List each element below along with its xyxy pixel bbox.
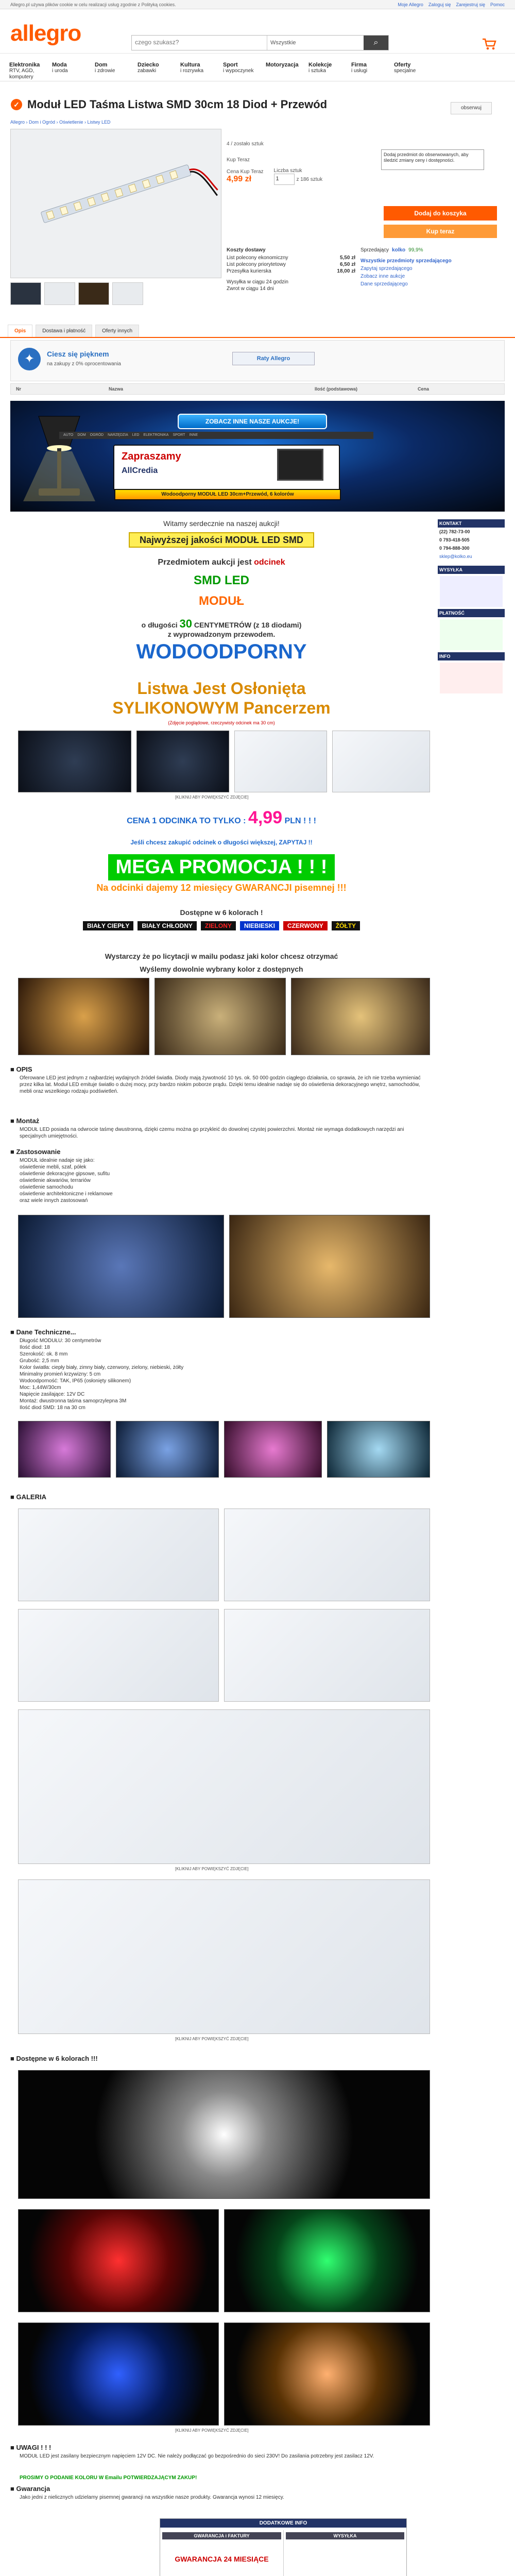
nav-item-firma[interactable]: Firma i usługi bbox=[351, 62, 368, 74]
info-banner bbox=[10, 340, 505, 381]
delivery-panel bbox=[227, 247, 355, 292]
observe-button[interactable]: obserwuj bbox=[451, 102, 492, 114]
ask-color: PROSIMY O PODANIE KOLORU W Emailu POTWIERDZAJĄCYM ZAKUP! bbox=[20, 2475, 197, 2481]
contact-sidebar bbox=[438, 519, 505, 715]
stock-info: 4 / zostało sztuk bbox=[227, 141, 264, 147]
section-uwagi: ■ UWAGI ! ! ! bbox=[10, 2444, 52, 2451]
spec-item: Kolor światła: ciepły biały, zimny biały, czerwony, zielony, niebieski, żółty bbox=[20, 1365, 184, 1370]
strip-item[interactable]: NARZĘDZIA bbox=[108, 433, 128, 437]
seller-link-other[interactable]: Zobacz inne aukcje bbox=[360, 274, 405, 279]
seller-label: Sprzedający bbox=[360, 247, 389, 253]
offer-tabs bbox=[0, 325, 515, 338]
color-photo-white[interactable] bbox=[18, 2070, 430, 2199]
quality-banner: Najwyższej jakości MODUŁ LED SMD bbox=[129, 532, 314, 548]
guarantee-24: GWARANCJA 24 MIESIĄCE bbox=[175, 2555, 269, 2563]
payment-title: PŁATNOŚĆ bbox=[438, 609, 505, 617]
spec-list bbox=[20, 1337, 499, 1411]
thumbnail[interactable] bbox=[10, 282, 41, 305]
col-name: Nazwa bbox=[109, 386, 124, 392]
offer-title-bar bbox=[8, 98, 507, 112]
color-chip: ŻÓŁTY bbox=[332, 921, 360, 930]
shipping-title: WYSYŁKA bbox=[438, 566, 505, 574]
section-zastosowanie: ■ Zastosowanie bbox=[10, 1148, 61, 1156]
color-chips bbox=[77, 921, 366, 930]
description-banner bbox=[10, 401, 505, 512]
subject-highlight: odcinek bbox=[254, 558, 285, 567]
price-label: Cena Kup Teraz bbox=[227, 169, 264, 175]
section-gwarancja: ■ Gwarancja bbox=[10, 2485, 50, 2493]
spec-item: Montaż: dwustronna taśma samoprzylepna 3M bbox=[20, 1398, 127, 1404]
color-photo-red[interactable] bbox=[18, 2209, 219, 2312]
waterproof-text: WODOODPORNY bbox=[136, 640, 307, 663]
category-nav bbox=[0, 62, 515, 81]
section-montaz-title: Montaż bbox=[16, 1117, 40, 1125]
section-galeria: ■ GALERIA bbox=[10, 1493, 46, 1501]
price: 4,99 zł bbox=[227, 175, 252, 183]
search-button[interactable]: ⌕ bbox=[364, 36, 388, 50]
spec-item: Długość MODUŁU: 30 centymetrów bbox=[20, 1338, 101, 1344]
thumbnail[interactable] bbox=[78, 282, 109, 305]
spec-item: Wodoodporność: TAK, IP65 (osłonięty silikonem) bbox=[20, 1378, 131, 1384]
extra-info-title: DODATKOWE INFO bbox=[160, 2519, 406, 2528]
application-photo[interactable] bbox=[154, 978, 286, 1055]
choose-line-2: Wyślemy dowolnie wybrany kolor z dostępnych bbox=[140, 965, 303, 973]
product-photo[interactable] bbox=[136, 731, 229, 792]
delivery-price: 6,50 zł bbox=[339, 262, 355, 267]
application-photo[interactable] bbox=[18, 978, 149, 1055]
spec-item: Moc: 1,44W/30cm bbox=[20, 1385, 61, 1391]
spec-item: Szerokość: ok. 8 mm bbox=[20, 1351, 68, 1357]
delivery-option: Przesyłka kurierska bbox=[227, 268, 271, 274]
price-text-b: 4,99 bbox=[248, 808, 283, 827]
colors-title: Dostępne w 6 kolorach ! bbox=[180, 908, 263, 917]
buy-now-button[interactable]: Kup teraz bbox=[384, 225, 497, 238]
gallery-photo[interactable] bbox=[18, 1879, 430, 2034]
color-photo-green[interactable] bbox=[224, 2209, 430, 2312]
section-dostepne-title: Dostępne w 6 kolorach !!! bbox=[16, 2055, 98, 2062]
color-chip: ZIELONY bbox=[201, 921, 236, 930]
section-dostepne: ■ Dostępne w 6 kolorach !!! bbox=[10, 2055, 98, 2062]
mega-promo: MEGA PROMOCJA ! ! ! bbox=[108, 854, 335, 880]
gallery-photo[interactable] bbox=[224, 1509, 430, 1601]
allegro-logo[interactable]: allegro bbox=[10, 21, 81, 46]
guarantee-line: Na odcinki dajemy 12 miesięcy GWARANCJI pisemnej !!! bbox=[96, 883, 347, 893]
zast-item: oraz wiele innych zastosowań bbox=[20, 1198, 88, 1204]
seller-link-data[interactable]: Dane sprzedającego bbox=[360, 281, 408, 287]
color-chip: BIAŁY CHŁODNY bbox=[138, 921, 196, 930]
main-product-image[interactable] bbox=[10, 129, 221, 278]
brand-name: AllCredia bbox=[122, 466, 158, 475]
enlarge-caption[interactable]: [KLIKNIJ ABY POWIĘKSZYĆ ZDJĘCIE] bbox=[175, 2428, 249, 2433]
zast-item: oświetlenie mebli, szaf, półek bbox=[20, 1164, 87, 1170]
enlarge-caption[interactable]: [KLIKNIJ ABY POWIĘKSZYĆ ZDJĘCIE] bbox=[175, 795, 249, 800]
product-caption: Wodoodporny MODUŁ LED 30cm+Przewód, 6 kolorów bbox=[114, 489, 341, 500]
header bbox=[0, 9, 515, 54]
quantity-total: z 186 sztuk bbox=[296, 176, 323, 182]
application-photo[interactable] bbox=[224, 1421, 322, 1478]
strip-item[interactable]: ELEKTRONIKA bbox=[143, 433, 169, 437]
spec-item: Grubość: 2,5 mm bbox=[20, 1358, 59, 1364]
search-input[interactable] bbox=[135, 39, 264, 46]
strip-item[interactable]: OGRÓD bbox=[90, 433, 104, 437]
color-photo-yellow[interactable] bbox=[224, 2323, 430, 2426]
application-photo[interactable] bbox=[116, 1421, 219, 1478]
strip-item[interactable]: INNE bbox=[189, 433, 198, 437]
application-photo[interactable] bbox=[229, 1215, 430, 1318]
color-photo-blue[interactable] bbox=[18, 2323, 219, 2426]
offer-description bbox=[10, 401, 505, 2576]
nav-item-elektronika[interactable]: Elektronika RTV, AGD, komputery bbox=[9, 62, 40, 80]
nav-item-dziecko[interactable]: Dziecko zabawki bbox=[138, 62, 159, 74]
gallery-photo[interactable] bbox=[224, 1609, 430, 1702]
tab-description[interactable]: Opis bbox=[8, 325, 32, 337]
covered-1: Listwa Jest Osłonięta bbox=[137, 679, 306, 698]
shipping-column bbox=[284, 2530, 406, 2576]
see-other-auctions-button[interactable]: ZOBACZ INNE NASZE AUKCJE! bbox=[178, 414, 327, 429]
delivery-time: Wysyłka w ciągu 24 godzin bbox=[227, 279, 288, 285]
payment-icon bbox=[440, 619, 503, 650]
montaz-text: MODUŁ LED posiada na odwrocie taśmę dwustronną, dzięki czemu można go przykleić do dowolnej czystej powierzchni. Montaż nie wymaga dodatkowych narzędzi ani specjalnych umiejętności. bbox=[20, 1127, 404, 1139]
price-text-a: CENA 1 ODCINKA TO TYLKO : bbox=[127, 817, 246, 825]
subject-text: Przedmiotem aukcji jest bbox=[158, 558, 254, 567]
zast-item: oświetlenie samochodu bbox=[20, 1184, 73, 1190]
covered-note: (Zdjęcie poglądowe, rzeczywisty odcinek ma 30 cm) bbox=[168, 720, 275, 725]
choose-line-1: Wystarczy że po licytacji w mailu podasz jaki kolor chcesz otrzymać bbox=[105, 952, 338, 960]
strip-item[interactable]: SPORT bbox=[173, 433, 185, 437]
product-photo[interactable] bbox=[234, 731, 327, 792]
top-links bbox=[398, 2, 505, 7]
delivery-option: List polecony ekonomiczny bbox=[227, 255, 288, 261]
bulb-icon: ✦ bbox=[18, 348, 41, 370]
seller-panel bbox=[360, 247, 505, 314]
top-link-register[interactable]: Zarejestruj się bbox=[456, 2, 485, 7]
thumbnail[interactable] bbox=[44, 282, 75, 305]
cheaper-line: Jeśli chcesz zakupić odcinek o długości większej, ZAPYTAJ !! bbox=[130, 839, 313, 846]
strip-item[interactable]: DOM bbox=[77, 433, 86, 437]
info-icon bbox=[440, 663, 503, 693]
thumbnail[interactable] bbox=[112, 282, 143, 305]
delivery-option: List polecony priorytetowy bbox=[227, 262, 286, 267]
strip-item[interactable]: AUTO bbox=[63, 433, 74, 437]
enlarge-caption[interactable]: [KLIKNIJ ABY POWIĘKSZYĆ ZDJĘCIE] bbox=[175, 2037, 249, 2041]
section-dane-title: Dane Techniczne... bbox=[16, 1328, 76, 1336]
courier-icon bbox=[440, 576, 503, 607]
section-montaz: ■ Montaż bbox=[10, 1117, 40, 1125]
tv-graphic bbox=[277, 449, 323, 481]
color-chip: NIEBIESKI bbox=[240, 921, 279, 930]
length-a: o długości bbox=[141, 621, 180, 629]
zast-item: oświetlenie dekoracyjne gipsowe, sufitu bbox=[20, 1171, 110, 1177]
phone: 0 794-888-300 bbox=[439, 546, 470, 551]
gallery-photo[interactable] bbox=[18, 1609, 219, 1702]
gallery-photo[interactable] bbox=[18, 1509, 219, 1601]
extra-info-box bbox=[160, 2518, 407, 2576]
nav-item-oferty[interactable]: Oferty specjalne bbox=[394, 62, 416, 74]
invite-title: Zapraszamy bbox=[122, 451, 181, 462]
section-gw-title: Gwarancja bbox=[16, 2485, 50, 2493]
application-photo[interactable] bbox=[327, 1421, 430, 1478]
breadcrumb[interactable]: Allegro › Dom i Ogród › Oświetlenie › Listwy LED bbox=[10, 120, 111, 125]
section-opis-title: OPIS bbox=[16, 1065, 32, 1073]
thumbnail-strip bbox=[10, 282, 221, 307]
modul-text: MODUŁ bbox=[199, 594, 244, 608]
check-icon: ✓ bbox=[11, 99, 22, 110]
section-galeria-title: GALERIA bbox=[16, 1493, 46, 1501]
spec-item: Ilość diod: 18 bbox=[20, 1345, 50, 1350]
top-link-help[interactable]: Pomoc bbox=[490, 2, 505, 7]
spec-item: Minimalny promień krzywizny: 5 cm bbox=[20, 1371, 101, 1377]
section-opis: ■ OPIS bbox=[10, 1065, 32, 1073]
search-bar bbox=[131, 35, 389, 50]
smd-led-text: SMD LED bbox=[194, 573, 249, 587]
delivery-price: 5,50 zł bbox=[339, 255, 355, 261]
invite-panel bbox=[113, 445, 340, 497]
spec-item: Ilość diod SMD: 18 na 30 cm bbox=[20, 1405, 85, 1411]
cookie-notice: Allegro.pl używa plików cookie w celu realizacji usług zgodnie z Polityką cookies. bbox=[10, 2, 176, 7]
lamp-graphic bbox=[18, 411, 100, 504]
info-title: INFO bbox=[438, 652, 505, 660]
nav-item-sport[interactable]: Sport i wypoczynek bbox=[223, 62, 254, 74]
opis-text: Oferowane LED jest jednym z najbardziej wydajnych źródeł światła. Diody mają żywotność 10 tys. ok. 50 000 godzin ciągłego działania, co sprawia, że ich nie trzeba wymieniać przez kilka lat. Moduł LED emituje światło o dużej mocy, przy bardzo niskim poborze prądu. Dzięki temu idealnie nadaje się do oświetlenia dekoracyjnego wnętrz, samochodów, mebli oraz wszelkiego rodzaju podświetleń. bbox=[20, 1075, 421, 1094]
guarantee-col-title: GWARANCJA i FAKTURY bbox=[162, 2532, 281, 2539]
tab-delivery[interactable]: Dostawa i płatność bbox=[36, 325, 92, 337]
col-price: Cena bbox=[418, 386, 430, 392]
seller-name[interactable]: kolko bbox=[392, 247, 406, 253]
application-photo[interactable] bbox=[18, 1215, 224, 1318]
price-line bbox=[10, 808, 433, 828]
nav-item-kolekcje[interactable]: Kolekcje i sztuka bbox=[308, 62, 332, 74]
subject-line bbox=[10, 558, 433, 567]
seller-link-ask[interactable]: Zapytaj sprzedającego bbox=[360, 266, 413, 272]
add-to-cart-button[interactable]: Dodaj do koszyka bbox=[384, 206, 497, 221]
welcome-text: Witamy serdecznie na naszej aukcji! bbox=[163, 519, 280, 528]
phone: 0 793-418-505 bbox=[439, 537, 470, 543]
product-photo[interactable] bbox=[18, 731, 131, 792]
installment-button[interactable]: Raty Allegro bbox=[232, 352, 315, 365]
length-value: 30 bbox=[179, 617, 193, 630]
top-bar bbox=[0, 0, 515, 9]
length-c: CENTYMETRÓW (z 18 diodami) bbox=[192, 621, 302, 629]
cart-icon[interactable] bbox=[479, 38, 500, 51]
sale-type: Kup Teraz bbox=[227, 157, 250, 163]
items-table-header bbox=[10, 383, 505, 395]
seller-rating: 99,9% bbox=[408, 247, 423, 253]
gallery-photo[interactable] bbox=[18, 1709, 430, 1864]
contact-title: KONTAKT bbox=[438, 519, 505, 528]
price-text-c: PLN ! ! ! bbox=[284, 817, 316, 825]
top-link-my-allegro[interactable]: Moje Allegro bbox=[398, 2, 423, 7]
application-photo[interactable] bbox=[18, 1421, 111, 1478]
zast-item: MODUŁ idealnie nadaje się jako: bbox=[20, 1158, 95, 1163]
email[interactable]: sklep@kolko.eu bbox=[439, 554, 472, 559]
color-chip: BIAŁY CIEPŁY bbox=[83, 921, 133, 930]
offer-title: Moduł LED Taśma Listwa SMD 30cm 18 Diod + Przewód bbox=[27, 98, 328, 111]
uwagi-text: MODUŁ LED jest zasilany bezpiecznym napięciem 12V DC. Nie należy podłączać go bezpośrednio do sieci 230V! Do zasilania potrzebny jest zasilacz 12V. bbox=[20, 2453, 374, 2459]
returns-info: Zwrot w ciągu 14 dni bbox=[227, 286, 274, 292]
shipping-col-title: WYSYŁKA bbox=[286, 2532, 404, 2539]
nav-item-dom[interactable]: Dom i zdrowie bbox=[95, 62, 115, 74]
delivery-title: Koszty dostawy bbox=[227, 247, 266, 253]
category-strip bbox=[59, 432, 373, 439]
zast-list bbox=[20, 1157, 499, 1204]
tab-other-offers[interactable]: Oferty innych bbox=[95, 325, 139, 337]
color-chip: CZERWONY bbox=[283, 921, 328, 930]
section-dane: ■ Dane Techniczne... bbox=[10, 1328, 76, 1336]
quantity-input[interactable]: 1 bbox=[274, 174, 295, 185]
buy-box bbox=[384, 206, 500, 238]
nav-item-moda[interactable]: Moda i uroda bbox=[52, 62, 68, 74]
gw-text: Jako jedni z nielicznych udzielamy pisemnej gwarancji na wszystkie nasze produkty. Gwarancja wynosi 12 miesięcy. bbox=[20, 2495, 284, 2500]
info-banner-title: Ciesz się pięknem bbox=[47, 350, 109, 358]
zast-item: oświetlenie architektoniczne i reklamowe bbox=[20, 1191, 113, 1197]
cart-icon-svg bbox=[482, 38, 497, 51]
guarantee-column bbox=[160, 2530, 284, 2576]
zast-item: oświetlenie akwariów, terrariów bbox=[20, 1178, 91, 1183]
col-nr: Nr bbox=[16, 386, 22, 392]
info-banner-text: na zakupy z 0% oprocentowania bbox=[47, 361, 121, 367]
phone: (22) 782-73-00 bbox=[439, 529, 470, 534]
enlarge-caption[interactable]: [KLIKNIJ ABY POWIĘKSZYĆ ZDJĘCIE] bbox=[175, 1867, 249, 1871]
top-link-login[interactable]: Zaloguj się bbox=[428, 2, 451, 7]
delivery-price: 18,00 zł bbox=[337, 268, 355, 274]
nav-item-motoryzacja[interactable]: Motoryzacja bbox=[266, 62, 299, 68]
led-strip-photo bbox=[11, 129, 221, 278]
seller-all-items[interactable]: Wszystkie przedmioty sprzedającego bbox=[360, 258, 452, 264]
spec-item: Napięcie zasilające: 12V DC bbox=[20, 1392, 85, 1397]
quantity-label: Liczba sztuk bbox=[273, 168, 302, 174]
section-uwagi-title: UWAGI ! ! ! bbox=[16, 2444, 52, 2451]
strip-item[interactable]: LED bbox=[132, 433, 140, 437]
length-line bbox=[10, 617, 433, 631]
covered-2: SYLIKONOWYM Pancerzem bbox=[112, 699, 331, 717]
length-d: z wyprowadzonym przewodem. bbox=[167, 630, 276, 638]
product-photo[interactable] bbox=[332, 731, 430, 792]
nav-item-kultura[interactable]: Kultura i rozrywka bbox=[180, 62, 204, 74]
observe-tooltip: Dodaj przedmiot do obserwowanych, aby śledzić zmiany ceny i dostępności. bbox=[381, 149, 484, 170]
section-zast-title: Zastosowanie bbox=[16, 1148, 61, 1156]
col-qty: Ilość (podstawowa) bbox=[315, 386, 358, 392]
search-category-select[interactable]: Wszystkie bbox=[267, 36, 364, 50]
application-photo[interactable] bbox=[291, 978, 430, 1055]
